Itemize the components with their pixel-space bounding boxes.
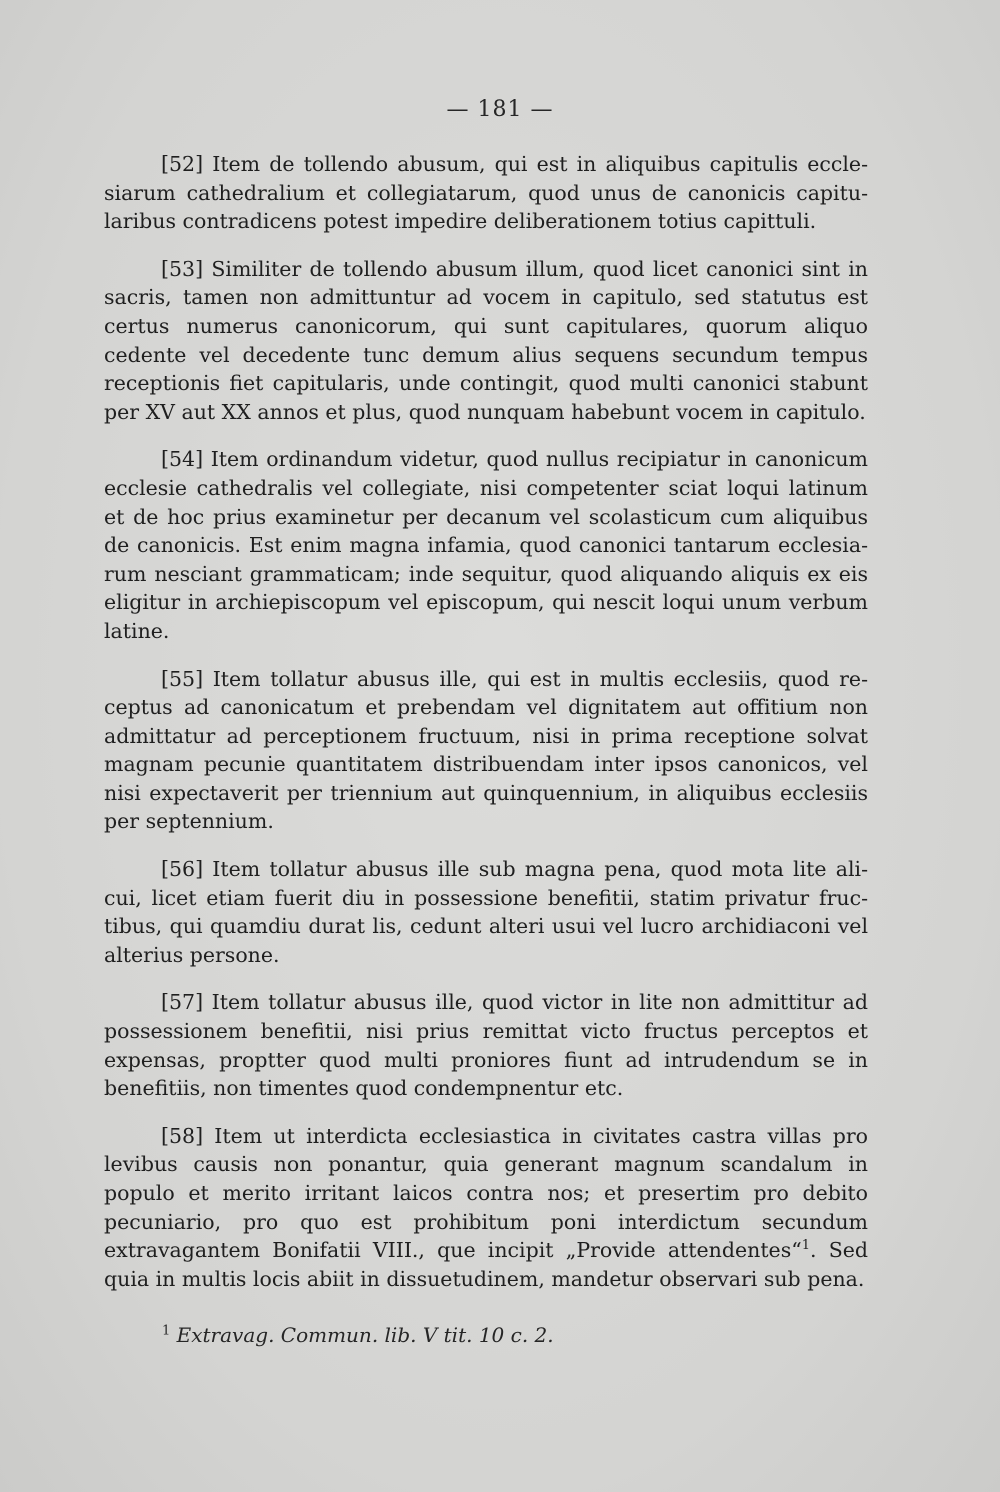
paragraph-54 xyxy=(104,445,868,645)
paragraph-text: Item ut interdicta ecclesiastica in civitates castra villas pro levibus causis non ponantur, quia generant magnum scandalum in populo et merito irritant laicos contra nos; et presertim pro debito pecuniario, pro quo est prohibitum poni interdictum secundum extravagantem Bonifatii VIII., que incipit „Provide attendentes“ xyxy=(104,1123,868,1263)
paragraph-number: [56] xyxy=(161,857,204,882)
paragraph-number: [53] xyxy=(161,256,204,281)
paragraph-58 xyxy=(104,1122,868,1294)
paragraph-55 xyxy=(104,665,868,837)
paragraph-text: Item tollatur abusus ille, qui est in multis ecclesiis, quod receptus ad canonicatum et prebendam vel dignitatem aut offitium non admittatur ad perceptionem fructuum, nisi in prima receptione solvat magnam pecunie quantitatem distribuendam inter ipsos canonicos, vel nisi expectaverit per triennium aut quinquennium, in aliquibus ecclesiis per septennium. xyxy=(104,666,868,834)
paragraph-text: Item de tollendo abusum, qui est in aliquibus capitulis ecclesiarum cathedralium et collegiatarum, quod unus de canonicis capitularibus contradicens potest impedire deliberationem totius capittuli. xyxy=(104,152,868,234)
footnote-text: Extravag. Commun. lib. V tit. 10 c. 2. xyxy=(176,1323,554,1347)
paragraph-number: [55] xyxy=(161,666,204,691)
paragraph-53 xyxy=(104,255,868,427)
paragraph-57 xyxy=(104,988,868,1102)
page-number: — 181 — xyxy=(446,97,554,122)
footnote-reference: 1 xyxy=(801,1238,810,1254)
paragraph-number: [54] xyxy=(161,447,204,472)
paragraph-52 xyxy=(104,150,868,236)
paragraph-text: Item tollatur abusus ille sub magna pena, quod mota lite alicui, licet etiam fuerit diu in possessione benefitii, statim privatur fructibus, qui quamdiu durat lis, cedunt alteri usui vel lucro archidiaconi vel alterius persone. xyxy=(104,857,868,967)
paragraph-number: [57] xyxy=(161,990,204,1015)
paragraph-number: [58] xyxy=(161,1123,204,1148)
paragraph-text: Similiter de tollendo abusum illum, quod licet canonici sint in sacris, tamen non admittuntur ad vocem in capitulo, sed statutus est certus numerus canonicorum, qui sunt capitulares, quorum aliquo cedente vel decedente tunc demum alius sequens secundum tempus receptionis fiet capitularis, unde contingit, quod multi canonici stabunt per XV aut XX annos et plus, quod nunquam habebunt vocem in capitulo. xyxy=(104,256,868,424)
paragraph-56 xyxy=(104,855,868,969)
paragraph-number: [52] xyxy=(161,152,204,176)
body-text xyxy=(104,150,868,1312)
paragraph-text: Item ordinandum videtur, quod nullus recipiatur in canonicum ecclesie cathedralis vel collegiate, nisi competenter sciat loqui latinum et de hoc prius examinetur per decanum vel scolasticum cum aliquibus de canonicis. Est enim magna infamia, quod canonici tantarum ecclesiarum nesciant grammaticam; inde sequitur, quod aliquando aliquis ex eis eligitur in archiepiscopum vel episcopum, qui nescit loqui unum verbum latine. xyxy=(104,447,868,643)
paragraph-text-continued: . Sed quia in multis locis abiit in dissuetudinem, mandetur observari sub pena. xyxy=(104,1238,868,1291)
paragraph-text: Item tollatur abusus ille, quod victor in lite non admittitur ad possessionem benefitii, nisi prius remittat victo fructus perceptos et expensas, proptter quod multi proniores fiunt ad intrudendum se in benefitiis, non timentes quod condempnentur etc. xyxy=(104,990,868,1101)
footnote-mark: 1 xyxy=(162,1323,171,1339)
footnote xyxy=(162,1323,554,1347)
